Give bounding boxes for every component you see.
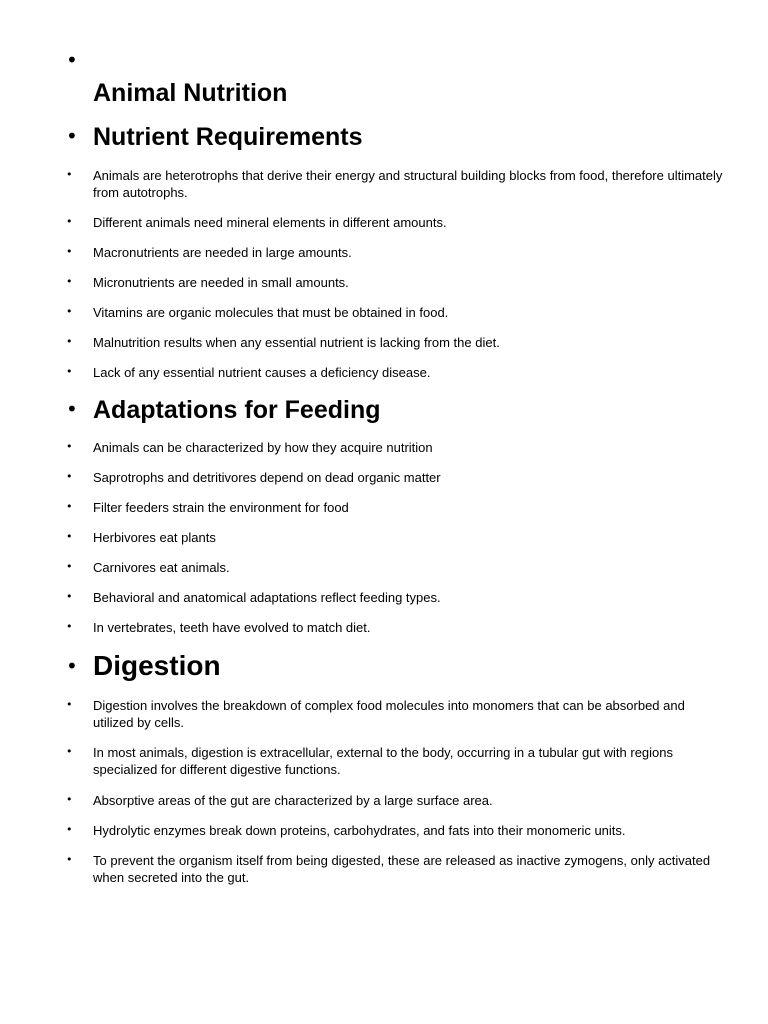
list-item: Saprotrophs and detritivores depend on dead organic matter [93,470,441,485]
list-item: Behavioral and anatomical adaptations reflect feeding types. [93,590,441,605]
list-item: Vitamins are organic molecules that must be obtained in food. [93,305,449,320]
section-heading-adaptations-for-feeding: Adaptations for Feeding [93,396,381,424]
list-item: In vertebrates, teeth have evolved to match diet. [93,620,371,635]
list-item: To prevent the organism itself from being digested, these are released as inactive zymogens, only activated when secreted into the gut. [93,853,711,885]
list-item: Absorptive areas of the gut are characterized by a large surface area. [93,793,493,808]
list-item: Animals can be characterized by how they acquire nutrition [93,440,433,455]
list-item: Animals are heterotrophs that derive their energy and structural building blocks from food, therefore ultimately from autotrophs. [93,168,723,200]
bullet: • [66,215,73,228]
bullet: • [66,470,73,483]
list-item: Hydrolytic enzymes break down proteins, carbohydrates, and fats into their monomeric units. [93,823,626,838]
bullet: • [66,365,73,378]
bullet: • [66,168,73,181]
list-item: Herbivores eat plants [93,530,216,545]
section-heading-nutrient-requirements: Nutrient Requirements [93,123,363,151]
list-item: Macronutrients are needed in large amounts. [93,245,352,260]
section-heading-digestion: Digestion [93,650,221,681]
bullet: • [66,853,73,866]
list-item: Carnivores eat animals. [93,560,230,575]
bullet: • [66,124,78,148]
list-item: Lack of any essential nutrient causes a deficiency disease. [93,365,431,380]
bullet: • [66,275,73,288]
bullet: • [66,654,78,678]
list-item: Filter feeders strain the environment for food [93,500,349,515]
bullet: • [66,305,73,318]
page-title: Animal Nutrition [93,79,288,107]
bullet: • [66,440,73,453]
bullet: • [66,620,73,633]
list-item: Digestion involves the breakdown of complex food molecules into monomers that can be absorbed and utilized by cells. [93,698,685,730]
bullet: • [66,48,78,72]
bullet: • [66,335,73,348]
list-item: Micronutrients are needed in small amounts. [93,275,349,290]
list-item: Malnutrition results when any essential nutrient is lacking from the diet. [93,335,500,350]
bullet: • [66,560,73,573]
bullet: • [66,745,73,758]
bullet: • [66,823,73,836]
list-item: Different animals need mineral elements in different amounts. [93,215,447,230]
bullet: • [66,397,78,421]
bullet: • [66,500,73,513]
bullet: • [66,530,73,543]
bullet: • [66,590,73,603]
bullet: • [66,793,73,806]
bullet: • [66,698,73,711]
bullet: • [66,245,73,258]
list-item: In most animals, digestion is extracellular, external to the body, occurring in a tubular gut with regions specialized for different digestive functions. [93,745,674,777]
